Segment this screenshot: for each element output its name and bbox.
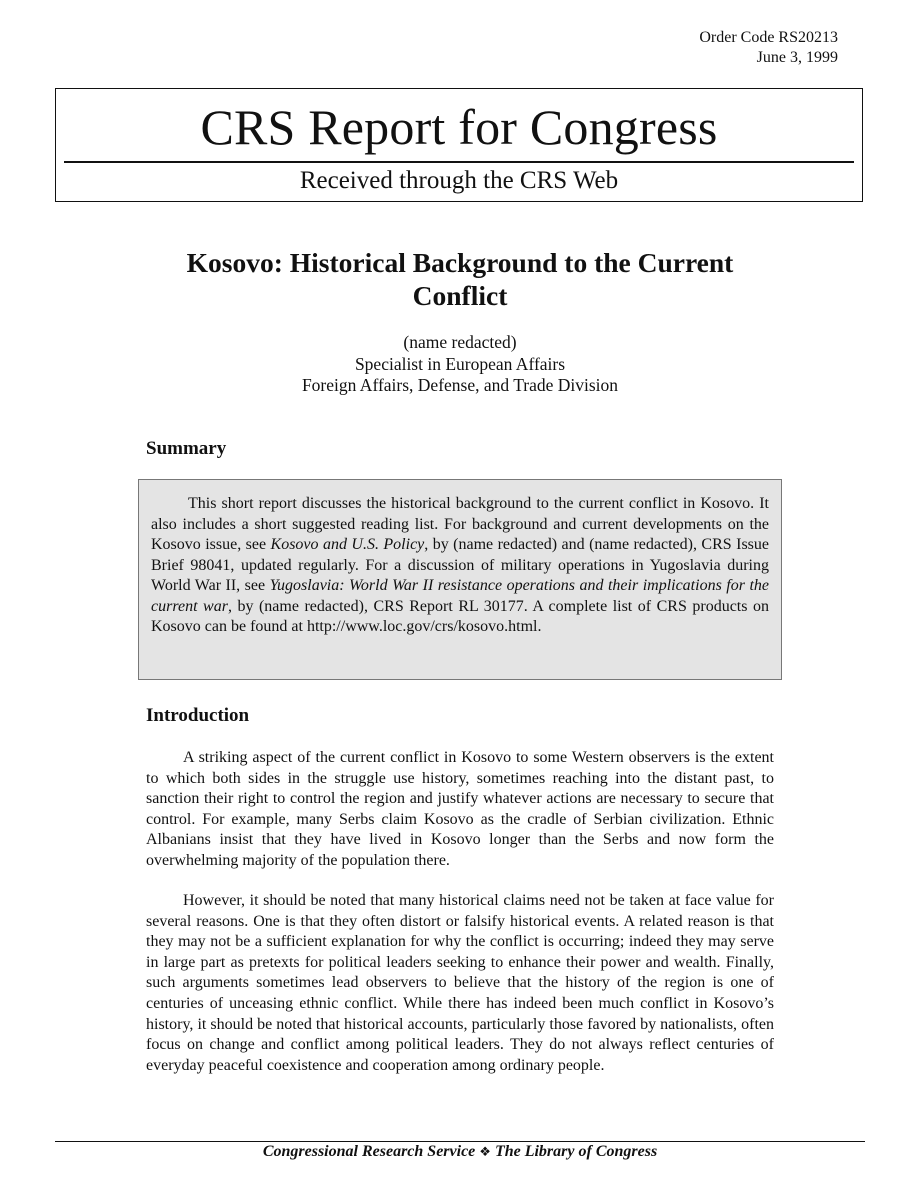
banner-subtitle: Received through the CRS Web — [299, 167, 619, 194]
footer-org: Congressional Research Service — [262, 1143, 476, 1160]
footer-library: The Library of Congress — [494, 1143, 658, 1160]
author-position: Specialist in European Affairs — [354, 353, 566, 374]
page-footer — [0, 1143, 920, 1161]
banner-divider — [64, 161, 854, 163]
summary-text — [151, 494, 769, 638]
report-banner — [55, 88, 863, 202]
author-division: Foreign Affairs, Defense, and Trade Division — [301, 375, 619, 395]
summary-heading: Summary — [146, 438, 227, 459]
summary-citation-1: Kosovo and U.S. Policy — [270, 536, 425, 553]
report-title: Kosovo: Historical Background to the Current Conflict — [186, 247, 734, 311]
order-info — [699, 28, 838, 68]
introduction-heading: Introduction — [146, 705, 250, 726]
author-block — [0, 332, 920, 397]
summary-citation-2: Yugoslavia: World War II resistance operations and their implications for the current war — [151, 577, 769, 615]
footer-divider — [55, 1141, 865, 1142]
introduction-paragraph-1: A striking aspect of the current conflict in Kosovo to some Western observers is the extent to which both sides in the struggle use history, sometimes reaching into the distant past, to sanction their right to control the region and justify whatever actions are necessary to secure that control. For example, many Serbs claim Kosovo as the cradle of Serbian civilization. Ethnic Albanians insist that they have lived in Kosovo longer than the Serbs and now form the overwhelming majority of the population there. — [146, 749, 774, 869]
summary-text-part3: , by (name redacted), CRS Report RL 30177. A complete list of CRS products on Kosovo can be found at http://www.loc.gov/crs/kosovo.html. — [151, 597, 770, 635]
footer-separator: ❖ — [479, 1145, 491, 1160]
summary-text-part2: , by (name redacted) and (name redacted), CRS Issue Brief 98041, updated regularly. For a discussion of military operations in Yugoslavia during World War II, see — [151, 536, 769, 594]
order-code: Order Code RS20213 — [699, 29, 838, 46]
report-date: June 3, 1999 — [756, 49, 838, 66]
introduction-paragraph-2: However, it should be noted that many historical claims need not be taken at face value for several reasons. One is that they often distort or falsify historical events. A related reason is that they may not be a sufficient explanation for why the conflict is occurring; indeed they may serve in large part as pretexts for political leaders seeking to enhance their power and wealth. Finally, such arguments sometimes lead observers to believe that the history of the region is one of centuries of unceasing ethnic conflict. While there has indeed been much conflict in Kosovo’s history, it should be noted that historical accounts, particularly those favored by nationalists, often focus on change and conflict among political leaders. They do not always reflect centuries of everyday peaceful coexistence and cooperation among ordinary people. — [146, 892, 774, 1074]
summary-text-part1: This short report discusses the historical background to the current conflict in Kosovo. It also includes a short suggested reading list. For background and current developments on the Kosovo issue, see — [151, 495, 769, 553]
author-name: (name redacted) — [403, 332, 517, 352]
banner-title: CRS Report for Congress — [200, 99, 718, 155]
summary-box — [138, 479, 782, 680]
